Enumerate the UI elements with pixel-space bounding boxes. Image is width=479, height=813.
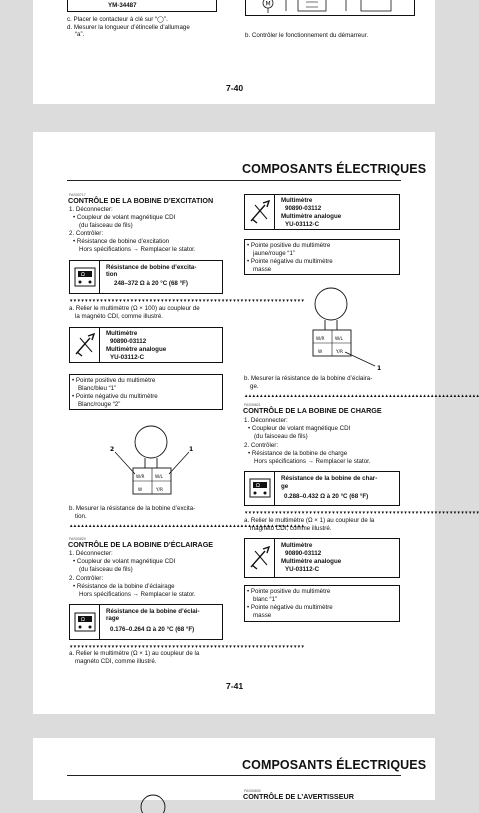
callout-2: 2 — [110, 446, 115, 453]
pin-yr: Y/R — [336, 349, 343, 354]
svg-text:Ω: Ω — [81, 272, 85, 278]
tool-alt-number: YU-03112-C — [285, 566, 320, 573]
pin-w: W — [318, 349, 323, 354]
probe-negative: • Pointe négative du multimètre — [72, 393, 158, 400]
tool-alt-number: YU-03112-C — [110, 354, 145, 361]
wrench-icon — [70, 328, 100, 362]
tool-alt-name: Multimètre analogue — [281, 558, 342, 565]
tool-number: 90890-03112 — [110, 338, 147, 345]
eclairage-spec-box — [69, 604, 223, 640]
probe-positive-wire: blanc “1” — [253, 596, 278, 603]
spec-value: 0.176–0.264 Ω à 20 °C (68 °F) — [110, 626, 195, 633]
chg-step2: 2. Contrôler: — [244, 442, 279, 449]
svg-text:M: M — [265, 0, 271, 8]
step-d-cont: “a”. — [75, 31, 85, 38]
tool-number: 90890-03112 — [285, 550, 322, 557]
probe-negative-wire: masse — [253, 612, 272, 619]
page-number: 7-40 — [226, 83, 244, 93]
wrench-icon — [245, 539, 275, 577]
excitation-spec-box — [69, 260, 223, 294]
probe-positive: • Pointe positive du multimètre — [247, 588, 330, 595]
tool-alt-name: Multimètre analogue — [281, 213, 342, 220]
chg-step2-item-cont: Hors spécifications → Remplacer le stator. — [254, 458, 371, 465]
exc-step2-item-cont: Hors spécifications → Remplacer le stator. — [79, 246, 196, 253]
chg-step-a-cont: magnéto CDI, comme illustré. — [250, 525, 332, 532]
warning-triangles: ▼▼▼▼▼▼▼▼▼▼▼▼▼▼▼▼▼▼▼▼▼▼▼▼▼▼▼▼▼▼▼▼▼▼▼▼▼▼▼▼▼▼▼▼▼▼▼▼▼▼▼▼▼▼▼▼▼▼▼▼▼▼ — [69, 298, 305, 303]
exc-step2-item: • Résistance de bobine d’excitation — [73, 238, 169, 245]
tool-box — [67, 0, 217, 12]
tool-alt-number: YU-03112-C — [285, 221, 320, 228]
spec-value: 248–372 Ω à 20 °C (68 °F) — [114, 280, 188, 287]
charge-probe-box — [244, 585, 400, 622]
tool-name: Multimètre — [106, 330, 138, 337]
probe-positive-wire: jaune/rouge “1” — [253, 250, 295, 257]
multimeter-icon — [245, 472, 275, 505]
wrench-icon — [245, 195, 275, 229]
ecl-step1: 1. Déconnecter: — [69, 550, 113, 557]
pin-wl: W/L — [155, 474, 163, 479]
pin-wr: W/R — [316, 336, 325, 341]
exc-tool-box — [69, 327, 223, 363]
spec-label: Résistance de la bobine de char- — [281, 475, 378, 482]
charge-tool-box — [244, 538, 400, 578]
exc-probe-box — [69, 374, 223, 410]
probe-positive-wire: Blanc/bleu “1” — [78, 385, 117, 392]
probe-positive: • Pointe positive du multimètre — [247, 242, 330, 249]
eclairage-title: CONTRÔLE DE LA BOBINE D’ÉCLAIRAGE — [68, 540, 214, 549]
page-7-42 — [33, 738, 435, 800]
ecl-step-a: a. Relier le multimètre (Ω × 1) au coupleur de la — [69, 650, 200, 657]
charge-title: CONTRÔLE DE LA BOBINE DE CHARGE — [243, 406, 382, 415]
page-header: COMPOSANTS ÉLECTRIQUES — [242, 162, 427, 176]
spec-label-cont: tion — [106, 271, 118, 278]
exc-step1: 1. Déconnecter: — [69, 206, 113, 213]
page-number: 7-41 — [226, 681, 244, 691]
exc-step-b-cont: tion. — [75, 513, 87, 520]
chg-step1-item: • Coupleur de volant magnétique CDI — [248, 425, 350, 432]
tool-alt-name: Multimètre analogue — [106, 346, 167, 353]
pin-w: W — [138, 487, 143, 492]
pin-wr: W/R — [136, 474, 145, 479]
horn-title: CONTRÔLE DE L’AVERTISSEUR — [243, 792, 354, 801]
section-code: FAS00830 — [244, 789, 261, 793]
page-7-41 — [33, 132, 479, 714]
spec-label: Résistance de bobine d’excita- — [106, 264, 197, 271]
probe-negative-wire: Blanc/rouge “2” — [78, 401, 121, 408]
step-c: c. Placer le contacteur à clé sur “◯”. — [67, 16, 168, 23]
callout-1: 1 — [189, 446, 194, 453]
section-code: FAS00821 — [244, 403, 261, 407]
starter-wiring-graphic — [246, 0, 416, 17]
multimeter-icon — [70, 605, 100, 639]
warning-triangles: ▼▼▼▼▼▼▼▼▼▼▼▼▼▼▼▼▼▼▼▼▼▼▼▼▼▼▼▼▼▼▼▼▼▼▼▼▼▼▼▼▼▼▼▼▼▼▼▼▼▼▼▼▼▼▼▼▼▼▼▼▼▼ — [69, 644, 305, 649]
warning-triangles: ▼▼▼▼▼▼▼▼▼▼▼▼▼▼▼▼▼▼▼▼▼▼▼▼▼▼▼▼▼▼▼▼▼▼▼▼▼▼▼▼▼▼▼▼▼▼▼▼▼▼▼▼▼▼▼▼▼▼▼▼▼▼ — [244, 510, 479, 515]
ecl-step-b-cont: ge. — [250, 383, 259, 390]
ecl-step2-item-cont: Hors spécifications → Remplacer le stator. — [79, 591, 196, 598]
probe-positive: • Pointe positive du multimètre — [72, 377, 155, 384]
svg-text:Ω: Ω — [256, 483, 260, 489]
chg-step-a: a. Relier le multimètre (Ω × 1) au coupleur de la — [244, 517, 375, 524]
exc-step1-item-cont: (du faisceau de fils) — [79, 222, 133, 229]
header-rule — [67, 180, 401, 181]
svg-text:Ω: Ω — [81, 617, 85, 623]
horn-diagram-fragment — [133, 793, 183, 813]
charge-spec-box — [244, 471, 400, 506]
exc-step2: 2. Contrôler: — [69, 230, 104, 237]
step-b-starter: b. Contrôler le fonctionnement du démarreur. — [245, 32, 369, 39]
probe-negative-wire: masse — [253, 266, 272, 273]
right-probe-box — [244, 239, 400, 275]
ecl-step2: 2. Contrôler: — [69, 575, 104, 582]
chg-step2-item: • Résistance de la bobine de charge — [248, 450, 347, 457]
pin-yr: Y/R — [156, 487, 163, 492]
spec-label-cont: ge — [281, 483, 289, 490]
right-tool-box — [244, 194, 400, 230]
tool-name: Multimètre — [281, 542, 313, 549]
callout-1: 1 — [377, 365, 382, 372]
ecl-step-a-cont: magnéto CDI, comme illustré. — [75, 658, 157, 665]
end-triangles: ▲▲▲▲▲▲▲▲▲▲▲▲▲▲▲▲▲▲▲▲▲▲▲▲▲▲▲▲▲▲▲▲▲▲▲▲▲▲▲▲▲▲▲▲▲▲▲▲▲▲▲▲▲▲▲▲▲▲▲▲▲▲ — [69, 523, 305, 528]
chg-step1-item-cont: (du faisceau de fils) — [254, 433, 308, 440]
step-d: d. Mesurer la longueur d’étincelle d’allumage — [67, 24, 190, 31]
tool-number: 90890-03112 — [285, 205, 322, 212]
chg-step1: 1. Déconnecter: — [244, 417, 288, 424]
ecl-connector-diagram — [289, 286, 409, 372]
exc-step-a-cont: la magnéto CDI, comme illustré. — [75, 313, 164, 320]
end-triangles: ▲▲▲▲▲▲▲▲▲▲▲▲▲▲▲▲▲▲▲▲▲▲▲▲▲▲▲▲▲▲▲▲▲▲▲▲▲▲▲▲▲▲▲▲▲▲▲▲▲▲▲▲▲▲▲▲▲▲▲▲▲▲ — [244, 393, 479, 398]
exc-step-a: a. Relier le multimètre (Ω × 100) au coupleur de — [69, 305, 200, 312]
page-7-40 — [33, 0, 435, 104]
multimeter-icon — [70, 261, 100, 293]
exc-step-b: b. Mesurer la résistance de la bobine d’excita- — [69, 505, 196, 512]
section-code: FAS00717 — [69, 193, 86, 197]
exc-connector-diagram — [103, 424, 223, 504]
exc-step1-item: • Coupleur de volant magnétique CDI — [73, 214, 175, 221]
excitation-title: CONTRÔLE DE LA BOBINE D’EXCITATION — [68, 196, 214, 205]
ecl-step1-item-cont: (du faisceau de fils) — [79, 566, 133, 573]
section-code: FAS00820 — [69, 537, 86, 541]
starter-diagram — [245, 0, 415, 16]
spec-value: 0.288–0.432 Ω à 20 °C (68 °F) — [284, 493, 369, 500]
probe-negative: • Pointe négative du multimètre — [247, 258, 333, 265]
pin-wl: W/L — [335, 336, 343, 341]
page-header: COMPOSANTS ÉLECTRIQUES — [242, 758, 427, 772]
ecl-step1-item: • Coupleur de volant magnétique CDI — [73, 558, 175, 565]
ecl-step2-item: • Résistance de la bobine d’éclairage — [73, 583, 175, 590]
spec-label: Résistance de la bobine d’éclai- — [106, 608, 200, 615]
spec-label-cont: rage — [106, 615, 120, 622]
ecl-step-b: b. Mesurer la résistance de la bobine d’éclaira- — [244, 375, 373, 382]
probe-negative: • Pointe négative du multimètre — [247, 604, 333, 611]
header-rule — [67, 775, 401, 776]
tool-box-label: YM-34487 — [108, 2, 137, 9]
tool-name: Multimètre — [281, 197, 313, 204]
